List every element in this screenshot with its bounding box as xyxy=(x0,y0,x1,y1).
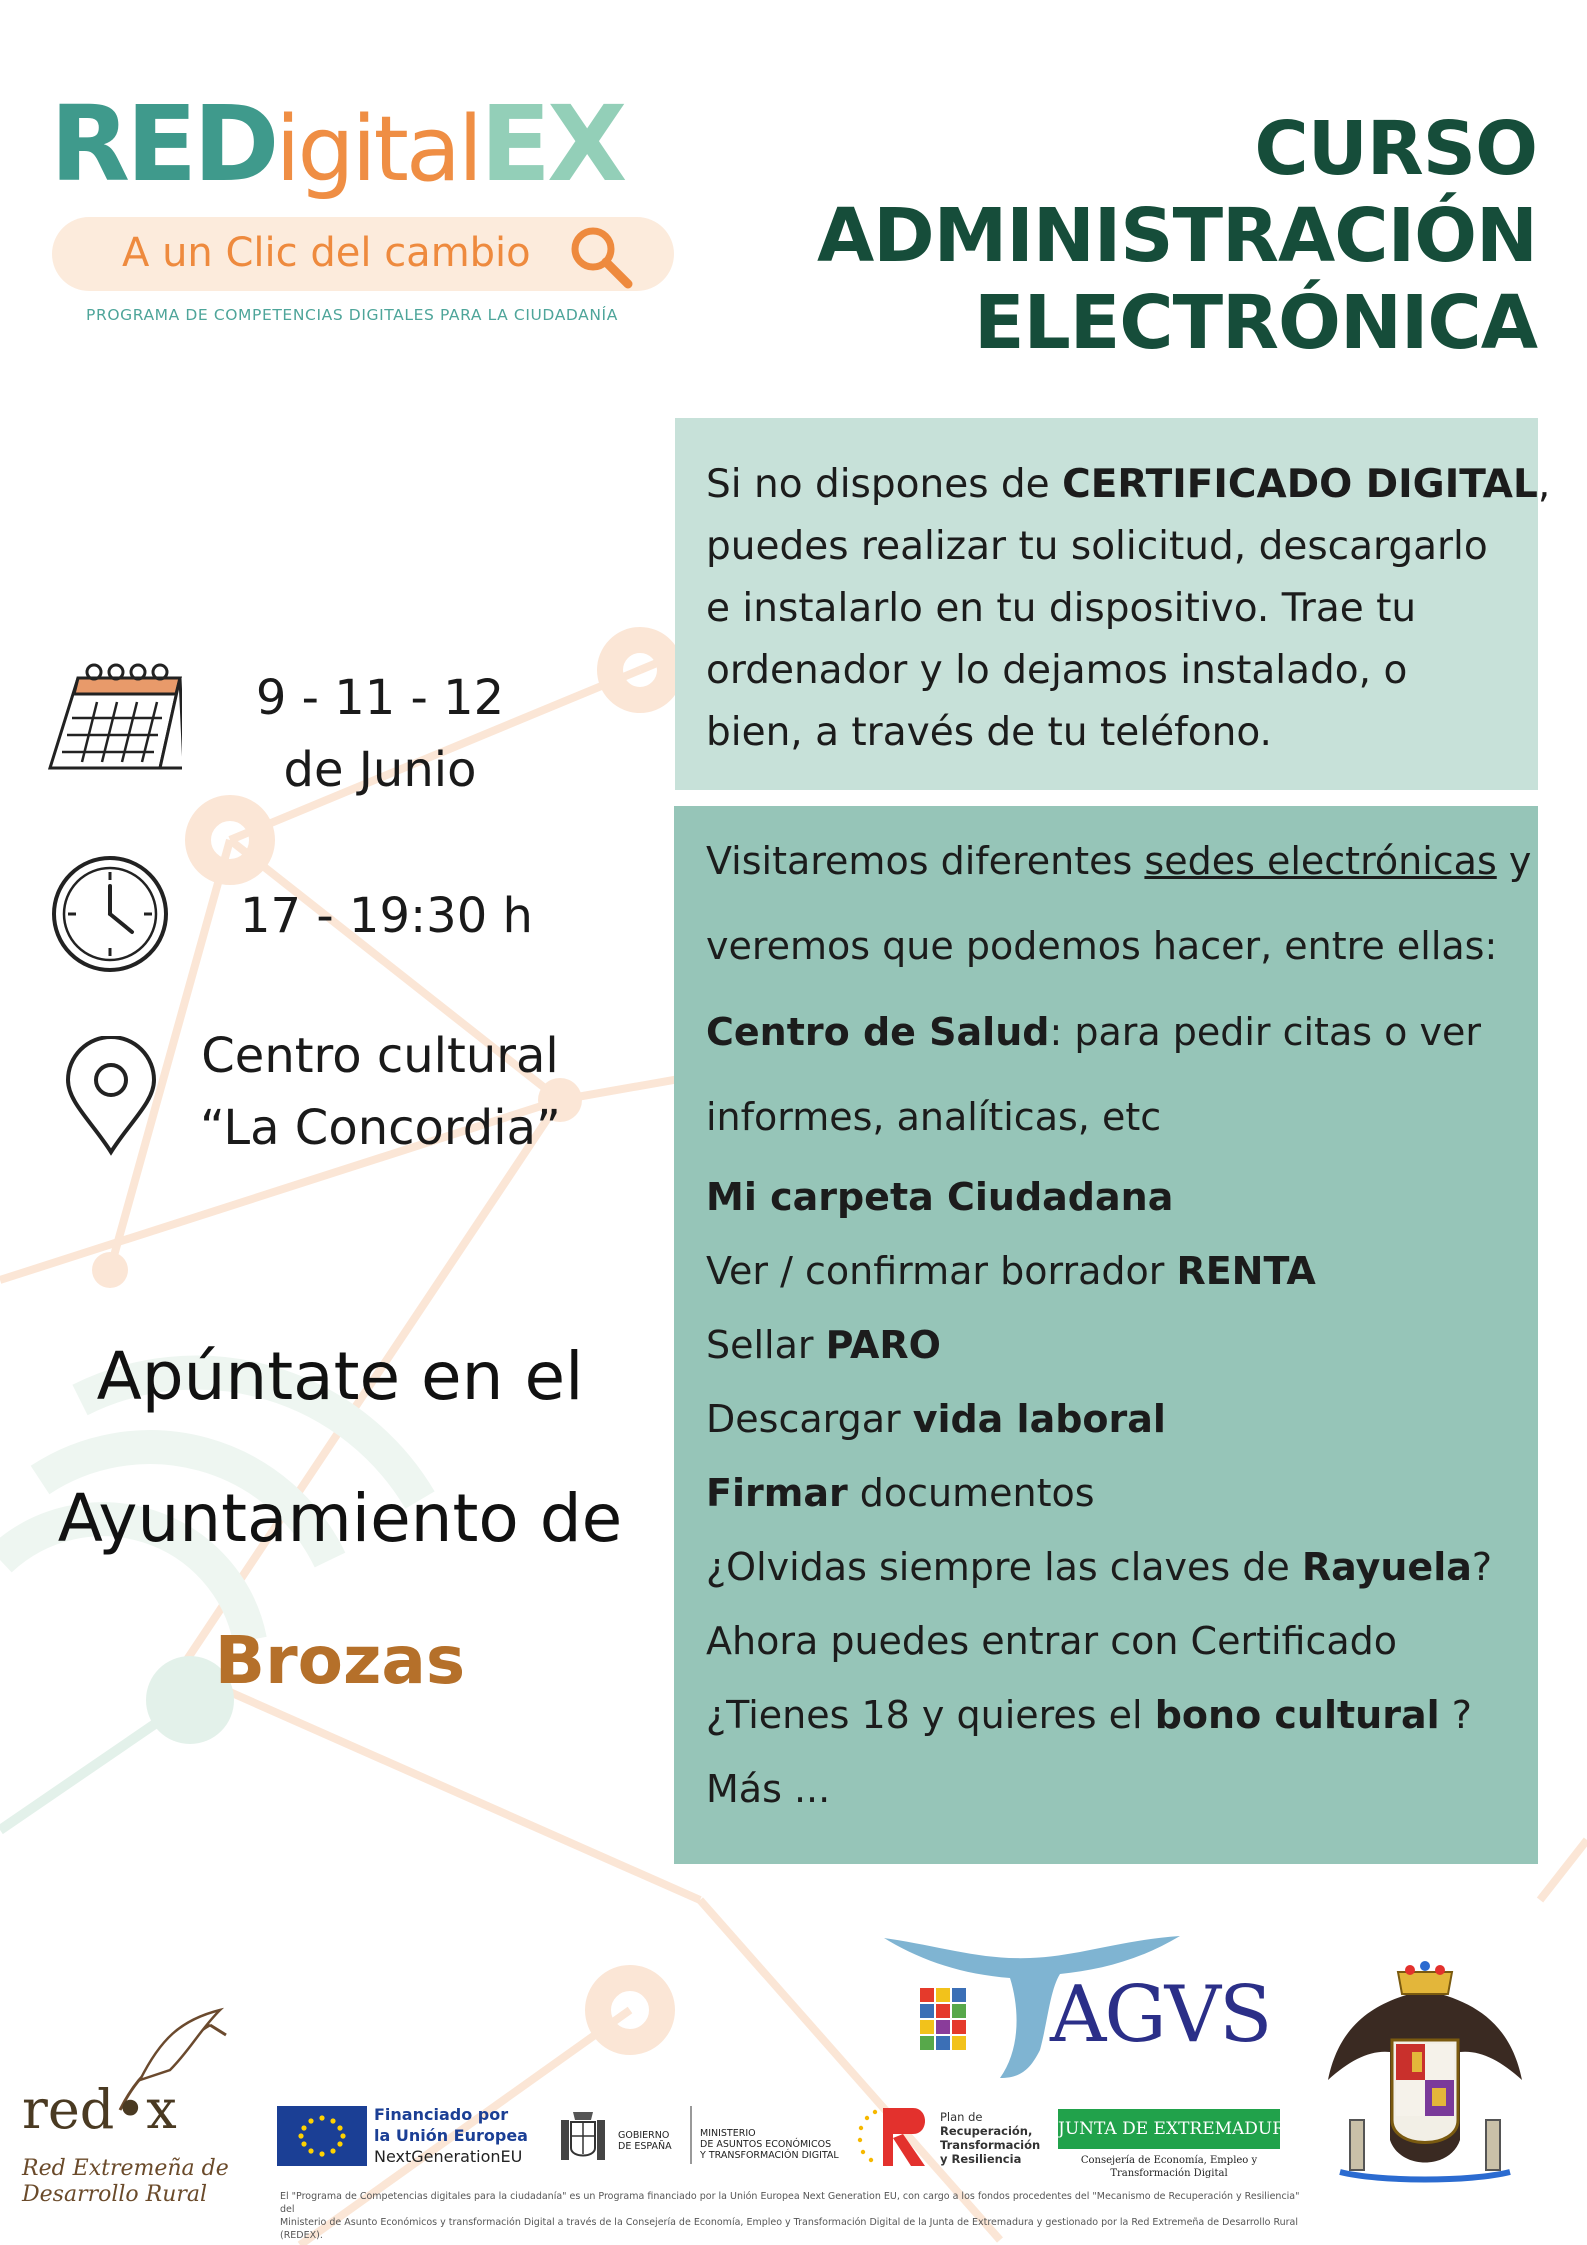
location-pin-icon xyxy=(62,1036,160,1156)
tagus-wordmark: AGVS xyxy=(1050,1970,1271,2060)
calendar-icon xyxy=(42,650,182,790)
brand-logo-wordmark xyxy=(50,83,624,205)
title-line-3: ELECTRÓNICA xyxy=(974,280,1537,366)
list-item: ¿Olvidas siempre las claves de Rayuela? xyxy=(706,1545,1493,1589)
clock-icon xyxy=(48,852,172,976)
logo-part-red: RED xyxy=(50,83,276,205)
eu-flag-icon xyxy=(277,2106,367,2166)
logo-part-igital: igital xyxy=(275,97,481,202)
list-item: Ver / confirmar borrador RENTA xyxy=(706,1249,1316,1293)
divider xyxy=(690,2106,692,2164)
eu-funding-text: Financiado por la Unión Europea NextGenerationEU xyxy=(374,2105,528,2166)
brozas-coat-of-arms-icon xyxy=(1320,1960,1530,2190)
ministerio-text: MINISTERIO DE ASUNTOS ECONÓMICOS Y TRANSFORMACIÓN DIGITAL xyxy=(700,2128,839,2161)
signup-line-2: Ayuntamiento de xyxy=(57,1480,623,1557)
title-line-1: CURSO xyxy=(1254,106,1537,192)
signup-line-1: Apúntate en el xyxy=(96,1338,584,1415)
title-line-2: ADMINISTRACIÓN xyxy=(816,193,1537,279)
redex-wordmark: red•x xyxy=(22,2078,177,2141)
event-time: 17 - 19:30 h xyxy=(240,888,533,944)
event-dates: 9 - 11 - 12 de Junio xyxy=(255,670,505,798)
recovery-plan-text: Plan de Recuperación, Transformación y Resiliencia xyxy=(940,2110,1041,2166)
junta-extremadura-badge: JUNTA DE EXTREMADURA xyxy=(1058,2109,1280,2149)
list-item: Firmar documentos xyxy=(706,1471,1095,1515)
town-name: Brozas xyxy=(214,1622,466,1699)
recovery-plan-logo-icon xyxy=(855,2104,935,2168)
list-item: Mi carpeta Ciudadana xyxy=(706,1175,1174,1219)
gobierno-text: GOBIERNO DE ESPAÑA xyxy=(618,2130,672,2152)
magnifier-icon xyxy=(566,222,636,292)
redex-caption: Red Extremeña de Desarrollo Rural xyxy=(22,2156,229,2207)
list-item: ¿Tienes 18 y quieres el bono cultural ? xyxy=(706,1693,1472,1737)
logo-slogan: A un Clic del cambio xyxy=(122,230,531,276)
spain-coat-of-arms-icon xyxy=(555,2108,611,2168)
junta-subtitle: Consejería de Economía, Empleo y Transformación Digital xyxy=(1080,2155,1258,2179)
course-title xyxy=(817,106,1537,367)
list-item: Centro de Salud: para pedir citas o ver xyxy=(706,1010,1481,1054)
sedes-link[interactable]: sedes electrónicas xyxy=(1144,839,1497,883)
list-item: Sellar PARO xyxy=(706,1323,941,1367)
event-place: Centro cultural “La Concordia” xyxy=(200,1028,561,1156)
logo-subtitle: PROGRAMA DE COMPETENCIAS DIGITALES PARA LA CIUDADANÍA xyxy=(86,306,618,324)
funding-disclaimer: El "Programa de Competencias digitales para la ciudadanía" es un Programa financiado por la Unión Europea Next Generation EU, con cargo a los fondos procedentes del "Mecanismo de Recuperación y Resiliencia" del Ministerio de Asunto Económicos y transformación Digital a través de la Consejería de Economía, Empleo y Transformación Digital de la Junta de Extremadura y gestionado por la Red Extremeña de Desarrollo Rural (REDEX). xyxy=(280,2191,1300,2241)
logo-part-ex: EX xyxy=(480,83,624,205)
certificate-info-box: Si no dispones de CERTIFICADO DIGITAL, puedes realizar tu solicitud, descargarlo e instalarlo en tu dispositivo. Trae tu ordenador y lo dejamos instalado, o bien, a través de tu teléfono. xyxy=(675,418,1538,790)
services-list-box: Visitaremos diferentes sedes electrónicas y veremos que podemos hacer, entre ellas: Centro de Salud: para pedir citas o ver informes, analíticas, etc Mi carpeta Ciudadana Ver / confirmar borrador RENTA Sellar PARO Descargar vida laboral Firmar documentos ¿Olvidas siempre las claves de Rayuela? Ahora puedes entrar con Certificado ¿Tienes 18 y quieres el bono cultural ? Más ... xyxy=(674,806,1538,1864)
list-item: Descargar vida laboral xyxy=(706,1397,1166,1441)
